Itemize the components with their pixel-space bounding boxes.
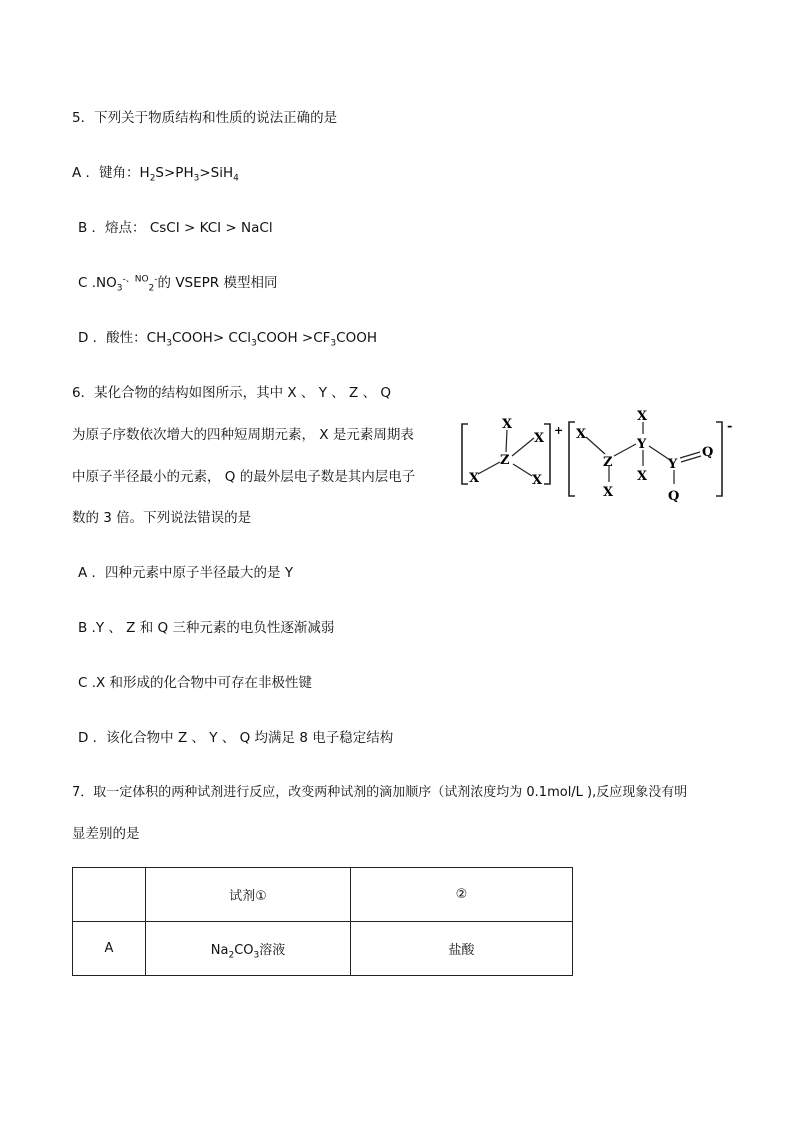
q5-d-mid: COOH> CCl [172,330,252,346]
anion-left-bracket [569,422,575,496]
cation-right-bracket [544,424,550,484]
q6-structure-diagram [452,404,752,514]
cation-x-top: X [502,417,513,432]
q5-a-f3: 3 [193,173,200,184]
reagent-prefix: Na [210,943,229,958]
table-header-cell: 试剂① [146,868,351,922]
table-cell-label: A [73,922,146,976]
q5-d-mid2: COOH >CF [256,330,331,346]
cation-z: Z [500,453,510,468]
anion-q-right: Q [702,445,714,460]
q5-c-sub1: 3 [116,283,123,294]
cation-x-right: X [534,431,545,446]
q5-option-a-prefix: A ．键角： [72,165,140,181]
q6-option-a: A ．四种元素中原子半径最大的是 Y [78,565,294,581]
q7-stem-line1: 7．取一定体积的两种试剂进行反应，改变两种试剂的滴加顺序（试剂浓度均为 0.1mol/L ),反应现象没有明 [72,785,688,800]
q7-table [72,867,573,976]
cation-charge: + [554,424,564,437]
q5-a-f2: S>PH [155,165,194,181]
q5-c-sup2: - [154,274,158,285]
q5-stem: 5．下列关于物质结构和性质的说法正确的是 [72,110,338,126]
q6-option-b: B .Y 、 Z 和 Q 三种元素的电负性逐渐减弱 [78,620,335,636]
q5-option-a [72,163,239,183]
q5-option-c [78,273,277,293]
table-cell-second: 盐酸 [351,922,573,976]
q5-d-sub3: 3 [330,338,337,349]
anion-q-bottom: Q [668,489,680,504]
anion-y1: Y [637,437,647,452]
q6-option-d: D ．该化合物中 Z 、 Y 、 Q 均满足 8 电子稳定结构 [78,730,394,746]
q5-option-d [78,328,377,348]
q5-d-sub2: 3 [251,338,257,349]
anion-z: Z [603,455,613,470]
reagent-sub1: 2 [228,950,235,961]
table-row [73,922,573,976]
q5-a-f4: >SiH [199,165,234,181]
q5-a-f1: 2 [149,173,156,184]
cation-x-bottom: X [532,473,543,488]
anion-x-under-y1: X [637,469,648,484]
anion-charge: - [727,419,733,434]
q6-stem-line3: 中原子半径最小的元素， Q 的最外层电子数是其内层电子 [72,469,416,485]
anion-y2: Y [668,457,678,472]
q6-stem-line2: 为原子序数依次增大的四种短周期元素， X 是元素周期表 [72,427,414,443]
q5-c-suffix: 的 VSEPR 模型相同 [157,275,278,291]
anion-x-top: X [637,409,648,424]
anion-x-under-z: X [603,485,614,500]
cation-left-bracket [462,424,468,484]
table-cell-reagent [146,922,351,976]
anion-right-bracket [716,422,722,496]
q5-c-sub2: 2 [148,283,155,294]
q5-a-f5: 4 [233,173,239,184]
q7-stem-line2: 显差别的是 [72,826,140,842]
q5-option-b: B ．熔点： CsCI > KCI > NaCl [78,220,273,236]
q5-c-prefix: C .NO [78,275,117,291]
q5-d-suffix: COOH [336,330,377,346]
q6-stem-line4: 数的 3 倍。下列说法错误的是 [72,510,252,526]
table-header-cell: ② [351,868,573,922]
q6-option-c: C .X 和形成的化合物中可存在非极性键 [78,675,313,691]
table-row [73,868,573,922]
table-header-cell [73,868,146,922]
reagent-sub2: 3 [253,950,260,961]
q5-d-sub1: 3 [166,338,172,349]
reagent-mid: CO [234,943,254,958]
cation-x-left: X [469,471,480,486]
q5-d-prefix: D ．酸性：CH [78,330,167,346]
q5-a-f0: H [139,165,150,181]
anion-x-left: X [576,427,587,442]
reagent-suffix: 溶液 [259,943,286,958]
q5-c-sup1: -、NO [122,274,149,285]
q6-stem-line1: 6．某化合物的结构如图所示，其中 X 、 Y 、 Z 、 Q [72,385,391,401]
